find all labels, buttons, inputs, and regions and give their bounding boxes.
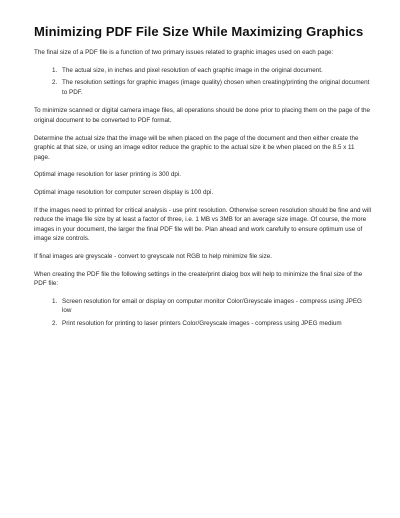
document-title: Minimizing PDF File Size While Maximizing Graphics [34, 24, 364, 39]
paragraph-screen-resolution: Optimal image resolution for computer screen display is 100 dpi. [34, 188, 214, 196]
intro-paragraph: The final size of a PDF file is a function of two primary issues related to graphic images used on each page: [34, 49, 334, 56]
issue-item: 2. The resolution settings for graphic images (image quality) chosen when creating/printing the original document to PDF. [59, 78, 372, 97]
paragraph-print-resolution: Optimal image resolution for laser printing is 300 dpi. [34, 171, 181, 179]
paragraph-greyscale: If final images are greyscale - convert to greyscale not RGB to help minimize file size. [34, 252, 272, 260]
issues-list [34, 66, 372, 98]
settings-list [34, 297, 372, 329]
paragraph-minimize-scans: To minimize scanned or digital camera image files, all operations should be done prior to placing them on the page of the original document to be converted to PDF format. [34, 107, 371, 124]
paragraph-determine-size: Determine the actual size that the image will be when placed on the page of the document and then either create the graphic at that size, or using an image editor reduce the graphic to the actual size it be when placed on the 8.5 x 11 page. [34, 134, 359, 161]
setting-item: 2. Print resolution for printing to laser printers Color/Greyscale images - compress using JPEG medium [59, 319, 372, 329]
issue-item: 1. The actual size, in inches and pixel resolution of each graphic image in the original document. [59, 66, 372, 76]
paragraph-critical-analysis: If the images need to printed for critical analysis - use print resolution. Otherwise screen resolution should be fine and will reduce the image file size by at least a factor of three, i.e. 1 MB vs 3MB for an average size image. Of course, the more images in your document, the larger the final PDF file will be. Plan ahead and work carefully to ensure optimum use of image size controls. [34, 206, 372, 243]
paragraph-pdf-settings: When creating the PDF file the following settings in the create/print dialog box will help to minimize the final size of the PDF file: [34, 270, 363, 288]
setting-item: 1. Screen resolution for email or display on computer monitor Color/Greyscale images - compress using JPEG low [59, 297, 372, 316]
